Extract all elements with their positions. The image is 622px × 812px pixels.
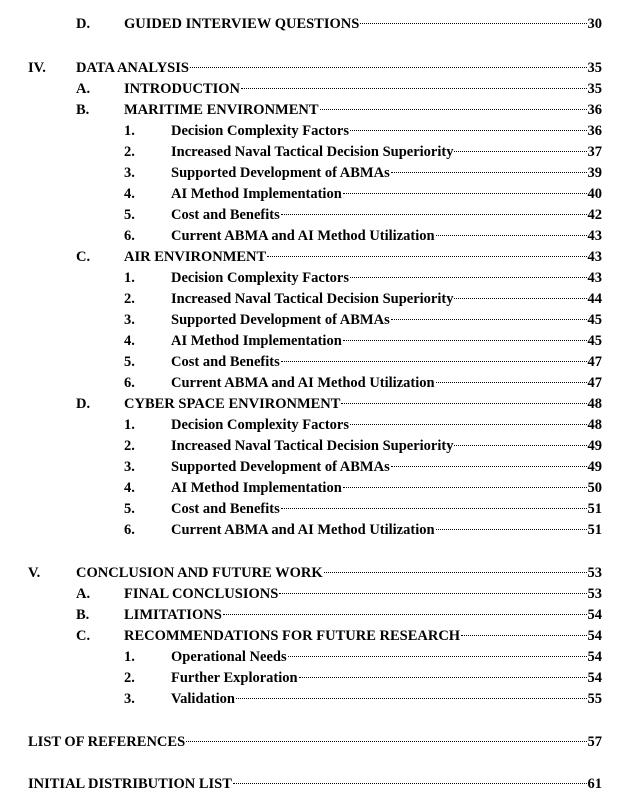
toc-entry-subsection[interactable] bbox=[0, 689, 622, 709]
toc-entry-number: 6. bbox=[124, 228, 135, 244]
toc-entry-subsection[interactable] bbox=[0, 331, 622, 351]
toc-entry-subsection[interactable] bbox=[0, 415, 622, 435]
toc-entry-title: Cost and Benefits bbox=[171, 207, 280, 223]
toc-entry-title: CYBER SPACE ENVIRONMENT bbox=[124, 396, 341, 412]
toc-entry-number: 3. bbox=[124, 691, 135, 707]
toc-entry-title: AI Method Implementation bbox=[171, 186, 342, 202]
toc-entry-subsection[interactable] bbox=[0, 352, 622, 372]
toc-entry-subsection[interactable] bbox=[0, 226, 622, 246]
toc-entry-air-environment[interactable] bbox=[0, 247, 622, 267]
toc-entry-title: LIMITATIONS bbox=[124, 607, 222, 623]
toc-entry-number: 4. bbox=[124, 186, 135, 202]
dot-leader bbox=[391, 318, 587, 320]
toc-entry-data-analysis[interactable] bbox=[0, 58, 622, 78]
toc-entry-number: 2. bbox=[124, 291, 135, 307]
toc-entry-number: 1. bbox=[124, 417, 135, 433]
toc-entry-title: Current ABMA and AI Method Utilization bbox=[171, 522, 435, 538]
toc-entry-page: 48 bbox=[587, 417, 602, 433]
toc-entry-title: Supported Development of ABMAs bbox=[171, 459, 390, 475]
toc-entry-title: Supported Development of ABMAs bbox=[171, 165, 390, 181]
dot-leader bbox=[223, 613, 587, 615]
toc-entry-title: AI Method Implementation bbox=[171, 480, 342, 496]
toc-entry-number: 6. bbox=[124, 522, 135, 538]
toc-entry-number: 3. bbox=[124, 312, 135, 328]
toc-entry-page: 35 bbox=[587, 81, 602, 97]
dot-leader bbox=[281, 360, 587, 362]
toc-entry-introduction[interactable] bbox=[0, 79, 622, 99]
toc-entry-subsection[interactable] bbox=[0, 457, 622, 477]
dot-leader bbox=[454, 150, 586, 152]
dot-leader bbox=[267, 255, 586, 257]
toc-entry-subsection[interactable] bbox=[0, 520, 622, 540]
dot-leader bbox=[391, 465, 587, 467]
toc-entry-subsection[interactable] bbox=[0, 478, 622, 498]
toc-entry-subsection[interactable] bbox=[0, 647, 622, 667]
toc-entry-number: A. bbox=[76, 81, 91, 97]
toc-entry-number: 6. bbox=[124, 375, 135, 391]
toc-entry-number: V. bbox=[28, 565, 41, 581]
toc-entry-title: AIR ENVIRONMENT bbox=[124, 249, 267, 265]
toc-entry-maritime-environment[interactable] bbox=[0, 100, 622, 120]
toc-entry-title: Supported Development of ABMAs bbox=[171, 312, 390, 328]
toc-entry-number: C. bbox=[76, 249, 91, 265]
toc-entry-subsection[interactable] bbox=[0, 436, 622, 456]
dot-leader bbox=[281, 507, 587, 509]
dot-leader bbox=[454, 444, 586, 446]
toc-entry-page: 47 bbox=[587, 375, 602, 391]
toc-entry-number: IV. bbox=[28, 60, 46, 76]
toc-entry-subsection[interactable] bbox=[0, 184, 622, 204]
toc-entry-number: D. bbox=[76, 16, 91, 32]
dot-leader bbox=[343, 486, 587, 488]
toc-entry-subsection[interactable] bbox=[0, 121, 622, 141]
dot-leader bbox=[190, 66, 587, 68]
toc-entry-number: C. bbox=[76, 628, 91, 644]
toc-entry-title: Increased Naval Tactical Decision Superiority bbox=[171, 438, 454, 454]
toc-entry-guided-interview-questions[interactable] bbox=[0, 14, 622, 34]
dot-leader bbox=[341, 402, 586, 404]
dot-leader bbox=[350, 276, 587, 278]
toc-entry-page: 50 bbox=[587, 480, 602, 496]
dot-leader bbox=[343, 192, 587, 194]
toc-entry-subsection[interactable] bbox=[0, 268, 622, 288]
toc-entry-page: 54 bbox=[587, 628, 602, 644]
toc-entry-number: B. bbox=[76, 607, 90, 623]
toc-entry-title: MARITIME ENVIRONMENT bbox=[124, 102, 319, 118]
toc-entry-title: Cost and Benefits bbox=[171, 354, 280, 370]
toc-entry-title: Cost and Benefits bbox=[171, 501, 280, 517]
toc-entry-title: AI Method Implementation bbox=[171, 333, 342, 349]
toc-entry-title: Validation bbox=[171, 691, 235, 707]
toc-entry-subsection[interactable] bbox=[0, 163, 622, 183]
toc-entry-page: 54 bbox=[587, 649, 602, 665]
toc-entry-title: FINAL CONCLUSIONS bbox=[124, 586, 279, 602]
toc-entry-subsection[interactable] bbox=[0, 373, 622, 393]
toc-entry-number: 2. bbox=[124, 144, 135, 160]
toc-entry-page: 48 bbox=[587, 396, 602, 412]
toc-entry-number: 4. bbox=[124, 480, 135, 496]
toc-entry-title: INTRODUCTION bbox=[124, 81, 241, 97]
toc-entry-number: D. bbox=[76, 396, 91, 412]
toc-entry-page: 57 bbox=[587, 734, 602, 750]
toc-entry-subsection[interactable] bbox=[0, 142, 622, 162]
dot-leader bbox=[360, 22, 586, 24]
toc-entry-number: 5. bbox=[124, 354, 135, 370]
toc-entry-conclusion-and-future-work[interactable] bbox=[0, 563, 622, 583]
toc-entry-page: 51 bbox=[587, 501, 602, 517]
toc-entry-title: Decision Complexity Factors bbox=[171, 123, 349, 139]
dot-leader bbox=[241, 87, 586, 89]
toc-entry-number: 2. bbox=[124, 670, 135, 686]
toc-entry-number: 4. bbox=[124, 333, 135, 349]
toc-entry-title: LIST OF REFERENCES bbox=[28, 734, 186, 750]
toc-entry-page: 42 bbox=[587, 207, 602, 223]
dot-leader bbox=[343, 339, 587, 341]
toc-entry-page: 49 bbox=[587, 459, 602, 475]
toc-entry-subsection[interactable] bbox=[0, 289, 622, 309]
toc-entry-page: 55 bbox=[587, 691, 602, 707]
toc-entry-page: 40 bbox=[587, 186, 602, 202]
toc-entry-page: 45 bbox=[587, 333, 602, 349]
toc-entry-title: Current ABMA and AI Method Utilization bbox=[171, 375, 435, 391]
dot-leader bbox=[186, 740, 586, 742]
toc-entry-number: 3. bbox=[124, 165, 135, 181]
dot-leader bbox=[299, 676, 587, 678]
toc-entry-page: 43 bbox=[587, 228, 602, 244]
toc-entry-title: RECOMMENDATIONS FOR FUTURE RESEARCH bbox=[124, 628, 461, 644]
toc-entry-title: Current ABMA and AI Method Utilization bbox=[171, 228, 435, 244]
toc-entry-number: B. bbox=[76, 102, 90, 118]
toc-entry-page: 30 bbox=[587, 16, 602, 32]
dot-leader bbox=[436, 528, 587, 530]
dot-leader bbox=[391, 171, 587, 173]
toc-entry-title: GUIDED INTERVIEW QUESTIONS bbox=[124, 16, 360, 32]
toc-entry-cyber-space-environment[interactable] bbox=[0, 394, 622, 414]
toc-entry-title: Decision Complexity Factors bbox=[171, 417, 349, 433]
toc-entry-page: 43 bbox=[587, 270, 602, 286]
toc-entry-page: 53 bbox=[587, 565, 602, 581]
toc-entry-page: 45 bbox=[587, 312, 602, 328]
toc-entry-title: Operational Needs bbox=[171, 649, 287, 665]
toc-entry-subsection[interactable] bbox=[0, 310, 622, 330]
toc-entry-page: 51 bbox=[587, 522, 602, 538]
toc-entry-title: CONCLUSION AND FUTURE WORK bbox=[76, 565, 323, 581]
toc-entry-page: 49 bbox=[587, 438, 602, 454]
toc-entry-page: 43 bbox=[587, 249, 602, 265]
dot-leader bbox=[236, 697, 587, 699]
toc-entry-title: Increased Naval Tactical Decision Superiority bbox=[171, 144, 454, 160]
toc-entry-recommendations-for-future-research[interactable] bbox=[0, 626, 622, 646]
toc-entry-page: 44 bbox=[587, 291, 602, 307]
dot-leader bbox=[233, 782, 587, 784]
toc-entry-page: 54 bbox=[587, 670, 602, 686]
dot-leader bbox=[436, 381, 587, 383]
dot-leader bbox=[320, 108, 587, 110]
toc-entry-page: 37 bbox=[587, 144, 602, 160]
toc-entry-number: 5. bbox=[124, 501, 135, 517]
toc-entry-number: 1. bbox=[124, 123, 135, 139]
dot-leader bbox=[350, 423, 587, 425]
toc-entry-page: 54 bbox=[587, 607, 602, 623]
toc-entry-page: 47 bbox=[587, 354, 602, 370]
toc-entry-initial-distribution-list[interactable] bbox=[0, 774, 622, 794]
dot-leader bbox=[461, 634, 586, 636]
toc-entry-title: DATA ANALYSIS bbox=[76, 60, 189, 76]
dot-leader bbox=[324, 571, 587, 573]
toc-entry-number: 5. bbox=[124, 207, 135, 223]
toc-entry-subsection[interactable] bbox=[0, 668, 622, 688]
toc-entry-page: 39 bbox=[587, 165, 602, 181]
toc-entry-page: 36 bbox=[587, 123, 602, 139]
toc-entry-title: INITIAL DISTRIBUTION LIST bbox=[28, 776, 232, 792]
toc-entry-page: 61 bbox=[587, 776, 602, 792]
toc-entry-final-conclusions[interactable] bbox=[0, 584, 622, 604]
dot-leader bbox=[288, 655, 587, 657]
dot-leader bbox=[281, 213, 587, 215]
toc-entry-number: 1. bbox=[124, 649, 135, 665]
toc-entry-subsection[interactable] bbox=[0, 205, 622, 225]
dot-leader bbox=[454, 297, 586, 299]
toc-entry-title: Decision Complexity Factors bbox=[171, 270, 349, 286]
dot-leader bbox=[436, 234, 587, 236]
toc-entry-page: 53 bbox=[587, 586, 602, 602]
toc-entry-number: 2. bbox=[124, 438, 135, 454]
toc-entry-subsection[interactable] bbox=[0, 499, 622, 519]
toc-entry-page: 35 bbox=[587, 60, 602, 76]
toc-entry-number: 3. bbox=[124, 459, 135, 475]
toc-entry-title: Increased Naval Tactical Decision Superiority bbox=[171, 291, 454, 307]
toc-entry-title: Further Exploration bbox=[171, 670, 298, 686]
toc-entry-page: 36 bbox=[587, 102, 602, 118]
dot-leader bbox=[350, 129, 587, 131]
toc-entry-limitations[interactable] bbox=[0, 605, 622, 625]
dot-leader bbox=[279, 592, 586, 594]
toc-entry-number: A. bbox=[76, 586, 91, 602]
toc-entry-number: 1. bbox=[124, 270, 135, 286]
toc-entry-list-of-references[interactable] bbox=[0, 732, 622, 752]
